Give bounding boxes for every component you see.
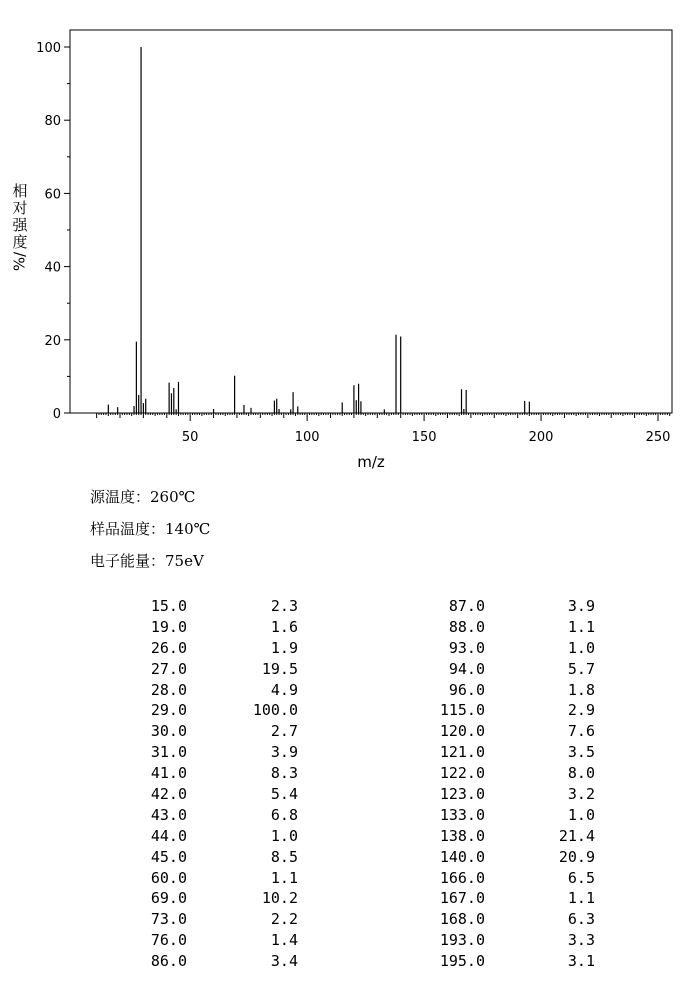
table-row xyxy=(0,700,696,721)
peak-mz: 19.0 xyxy=(150,617,187,636)
peak-mz: 87.0 xyxy=(448,597,485,615)
table-row xyxy=(0,930,696,951)
peak-mz: 60.0 xyxy=(150,868,187,887)
table-row xyxy=(0,847,696,868)
peak-mz: 138.0 xyxy=(439,826,485,845)
peak-intensity: 8.5 xyxy=(270,847,298,866)
peak-intensity: 1.6 xyxy=(270,617,298,636)
table-row xyxy=(0,868,696,889)
peak-intensity: 3.3 xyxy=(567,931,595,950)
peak-intensity: 3.4 xyxy=(270,952,298,971)
peak-intensity: 3.9 xyxy=(270,743,298,762)
x-tick-label: 100 xyxy=(294,430,320,445)
y-axis-label-text: 相对强度 xyxy=(12,182,28,251)
peak-intensity: 5.4 xyxy=(270,785,298,804)
peak-intensity: 20.9 xyxy=(558,847,595,866)
table-row xyxy=(0,721,696,742)
peak-intensity: 2.2 xyxy=(270,910,298,929)
peak-mz: 76.0 xyxy=(150,931,187,950)
peak-mz: 43.0 xyxy=(150,805,187,824)
peak-intensity: 1.1 xyxy=(270,868,298,887)
peak-mz: 41.0 xyxy=(150,764,187,783)
peak-intensity: 1.0 xyxy=(567,638,595,657)
plot-frame xyxy=(70,30,672,413)
electron-energy: 电子能量：75eV xyxy=(90,552,204,570)
peak-mz: 88.0 xyxy=(448,617,485,636)
peak-mz: 27.0 xyxy=(150,659,187,678)
peak-intensity: 2.7 xyxy=(270,722,298,741)
peak-intensity: 3.1 xyxy=(567,952,595,971)
peak-intensity: 21.4 xyxy=(558,826,595,845)
y-tick-label: 100 xyxy=(36,41,61,56)
peak-intensity: 7.6 xyxy=(567,722,595,741)
peak-mz: 123.0 xyxy=(439,785,485,804)
peak-mz: 45.0 xyxy=(150,847,187,866)
table-row xyxy=(0,617,696,638)
table-row xyxy=(0,805,696,826)
peak-mz: 29.0 xyxy=(150,701,187,720)
peak-intensity: 1.1 xyxy=(567,617,595,636)
peak-intensity: 3.2 xyxy=(567,785,595,804)
peak-mz: 69.0 xyxy=(150,889,187,908)
y-tick-label: 0 xyxy=(52,407,61,422)
peak-mz: 73.0 xyxy=(150,910,187,929)
table-row xyxy=(0,638,696,659)
peak-mz: 26.0 xyxy=(150,638,187,657)
peak-mz: 122.0 xyxy=(439,764,485,783)
peak-intensity: 1.4 xyxy=(270,931,298,950)
peak-mz: 168.0 xyxy=(439,910,485,929)
peak-mz: 94.0 xyxy=(448,659,485,678)
sample-temperature: 样品温度：140℃ xyxy=(90,520,211,538)
table-row xyxy=(0,680,696,701)
peak-mz: 133.0 xyxy=(439,805,485,824)
peak-intensity: 1.0 xyxy=(567,805,595,824)
x-tick-label: 50 xyxy=(181,430,199,445)
peak-mz: 193.0 xyxy=(439,931,485,950)
table-row xyxy=(0,596,696,617)
table-row xyxy=(0,951,696,972)
peak-intensity: 1.0 xyxy=(270,826,298,845)
peak-intensity: 19.5 xyxy=(261,659,298,678)
peak-mz: 31.0 xyxy=(150,743,187,762)
peak-mz: 195.0 xyxy=(439,952,485,971)
peak-intensity: 10.2 xyxy=(261,889,298,908)
y-tick-label: 60 xyxy=(44,187,61,203)
table-row xyxy=(0,659,696,680)
peak-mz: 166.0 xyxy=(439,868,485,887)
peak-mz: 115.0 xyxy=(439,701,485,720)
peak-intensity: 4.9 xyxy=(270,680,298,699)
table-row xyxy=(0,763,696,784)
peak-intensity: 6.5 xyxy=(567,868,595,887)
peak-mz: 42.0 xyxy=(150,785,187,804)
peak-intensity: 3.9 xyxy=(567,597,595,615)
table-row xyxy=(0,909,696,930)
table-row xyxy=(0,784,696,805)
peak-intensity: 8.3 xyxy=(270,764,298,783)
x-tick-label: 200 xyxy=(528,430,554,445)
peak-intensity: 5.7 xyxy=(567,659,595,678)
peak-intensity: 1.1 xyxy=(567,889,595,908)
peak-mz: 15.0 xyxy=(150,597,187,615)
peak-mz: 167.0 xyxy=(439,889,485,908)
y-tick-label: 20 xyxy=(44,333,61,349)
peak-intensity: 100.0 xyxy=(252,701,298,720)
table-row xyxy=(0,888,696,909)
peak-intensity: 1.9 xyxy=(270,638,298,657)
peak-intensity: 6.8 xyxy=(270,805,298,824)
peak-mz: 140.0 xyxy=(439,847,485,866)
table-row xyxy=(0,742,696,763)
y-axis-label-unit: %/ xyxy=(10,251,29,272)
source-temperature: 源温度：260℃ xyxy=(90,488,196,506)
peak-intensity: 2.3 xyxy=(270,597,298,615)
peak-intensity: 2.9 xyxy=(567,701,595,720)
peak-intensity: 3.5 xyxy=(567,743,595,762)
experiment-conditions xyxy=(90,486,210,582)
peak-mz: 93.0 xyxy=(448,638,485,657)
peak-table xyxy=(0,596,696,972)
peak-mz: 86.0 xyxy=(150,952,187,971)
peak-mz: 121.0 xyxy=(439,743,485,762)
x-tick-label: 150 xyxy=(411,430,437,445)
mass-spectrum-chart xyxy=(0,0,696,480)
peak-mz: 120.0 xyxy=(439,722,485,741)
peak-mz: 30.0 xyxy=(150,722,187,741)
x-tick-label: 250 xyxy=(645,430,671,445)
peak-mz: 44.0 xyxy=(150,826,187,845)
peak-mz: 28.0 xyxy=(150,680,187,699)
y-axis-label xyxy=(10,183,30,270)
y-tick-label: 40 xyxy=(44,260,61,276)
peak-intensity: 8.0 xyxy=(567,764,595,783)
peak-intensity: 6.3 xyxy=(567,910,595,929)
table-row xyxy=(0,826,696,847)
peak-intensity: 1.8 xyxy=(567,680,595,699)
x-axis-label: m/z xyxy=(357,453,385,471)
y-tick-label: 80 xyxy=(44,114,61,130)
peak-mz: 96.0 xyxy=(448,680,485,699)
